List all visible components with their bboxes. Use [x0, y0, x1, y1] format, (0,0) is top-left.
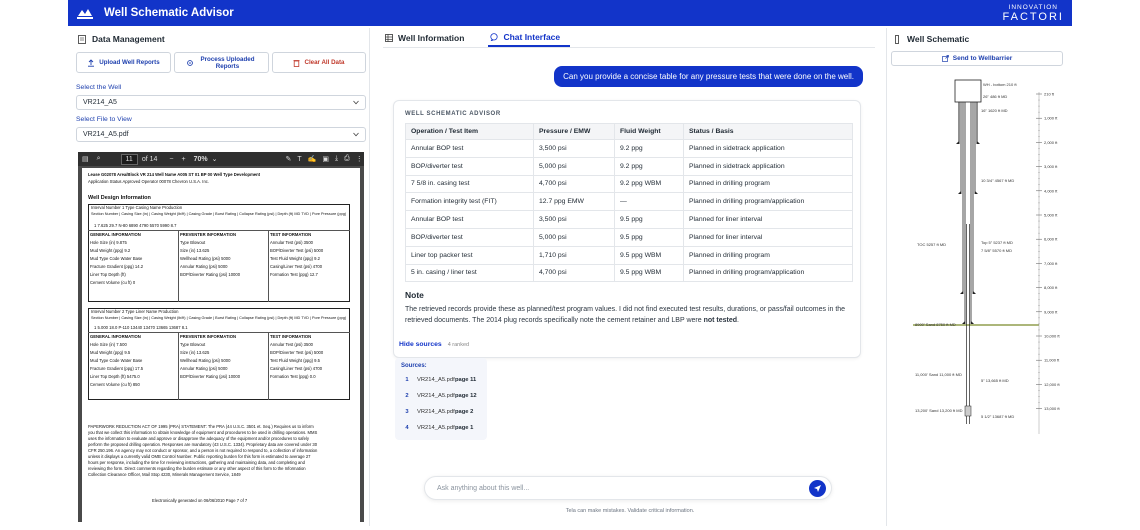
table-row — [406, 211, 853, 229]
depth-label: 8,000 ft — [1044, 285, 1058, 291]
well-select-label: Select the Well — [76, 84, 122, 91]
chat-panel — [375, 28, 885, 526]
pdf-interval-1-head: Section Number | Casing Size (in) | Casing Weight (lb/ft) | Casing Grade | Burst Rating | Collapse Rating (psi) | Depth (ft) MD TVD | Pore Pressure (ppg) — [91, 212, 347, 216]
table-cell: 9.2 ppg — [615, 157, 684, 175]
data-management-panel — [70, 28, 370, 526]
pdf-g2-0: Hole Size (in) 7.500 — [90, 342, 127, 347]
top-bar — [68, 0, 1072, 26]
casing-shoe — [960, 291, 963, 294]
table-cell: Annular BOP test — [406, 211, 534, 229]
casing-shoe — [975, 191, 978, 194]
pdf-status-line: Application Status Approved Operator 00078 Chevron U.S.A. Inc. — [88, 179, 210, 184]
panel-title-text: Well Schematic — [907, 34, 970, 44]
text-icon[interactable]: T — [297, 155, 302, 163]
table-cell: BOP/diverter test — [406, 157, 534, 175]
data-actions — [76, 52, 366, 73]
assistant-label: WELL SCHEMATIC ADVISOR — [405, 111, 501, 117]
hide-sources-label: Hide sources — [399, 341, 442, 348]
annotation: 5 1/2" 13687 ft MD — [981, 414, 1015, 419]
pdf-g1-2: Mud Type Code Water Base — [90, 256, 143, 261]
table-header-status: Status / Basis — [684, 124, 853, 140]
source-number: 4 — [405, 425, 409, 431]
file-select[interactable] — [76, 127, 366, 142]
pdf-footer: Electronically generated on 06/06/2010 Page 7 of 7 — [152, 498, 248, 503]
pdf-p1-3: Annular Rating (psi) 5000 — [180, 264, 228, 269]
pdf-t2-0: Annular Test (psi) 3500 — [270, 342, 313, 347]
pdf-g2-5: Cement Volume (cu ft) 850 — [90, 382, 140, 387]
table-cell: 9.5 ppg — [615, 228, 684, 246]
pdf-p2-3: Annular Rating (psi) 5000 — [180, 366, 228, 371]
table-cell: 5,000 psi — [534, 157, 615, 175]
source-item[interactable] — [401, 405, 483, 419]
tab-well-information[interactable] — [383, 28, 474, 47]
table-cell: Planned in sidetrack application — [684, 140, 853, 158]
source-page: page 2 — [455, 409, 474, 415]
source-number: 1 — [405, 377, 409, 383]
note-end: . — [737, 317, 739, 324]
depth-label: 11,000 ft — [1044, 357, 1060, 363]
send-icon — [813, 484, 822, 493]
pdf-g1-0: Hole Size (in) 9.875 — [90, 240, 127, 245]
pdf-lease-line: Lease G02078 Area/Block VR 214 Well Name A005 ST 01 BP 00 Well Type Development — [88, 172, 261, 177]
external-link-icon — [942, 55, 949, 62]
panel-title-text: Data Management — [92, 34, 165, 44]
note-text: The retrieved records provide these as planned/test program values. I did not find executed test results, durations, or pass/fail outcomes in the retrieved documents. The 2014 plug records specifically note the cement retainer and LBP were — [405, 306, 846, 324]
pdf-gen-info-2: GENERAL INFORMATION — [90, 334, 141, 339]
draw-icon[interactable]: ✎ — [285, 156, 292, 163]
brand-logo — [1003, 3, 1064, 23]
upload-reports-label: Upload Well Reports — [99, 59, 160, 66]
pdf-rule — [268, 230, 269, 302]
send-button[interactable] — [809, 480, 826, 497]
pdf-p1-4: BOP/Diverter Rating (psi) 10000 — [180, 272, 241, 277]
table-header-pressure: Pressure / EMW — [534, 124, 615, 140]
table-cell: 4,700 psi — [534, 175, 615, 193]
pdf-pra-line-4: CFR 250.196. An agency may not conduct or sponsor, and a person is not required to respond to, a collection of information — [88, 448, 318, 453]
table-cell: Planned in drilling program — [684, 175, 853, 193]
table-cell: 4,700 psi — [534, 264, 615, 282]
table-row — [406, 140, 853, 158]
depth-label: 10,000 ft — [1044, 333, 1060, 339]
casing-shoe — [962, 321, 965, 324]
pdf-pra-line-2: uses the information to evaluate and approve or disapprove the adequacy of the equipment and/or procedures to safely — [88, 436, 309, 441]
annotation: 13,200' Sand 13,200 ft MD — [915, 408, 963, 413]
casing-shoe — [973, 291, 976, 294]
source-page: page 1 — [455, 425, 474, 431]
pdf-page — [82, 168, 360, 522]
annotation: WH - bottom 210 ft — [983, 82, 1017, 87]
table-cell: Planned for liner interval — [684, 211, 853, 229]
pdf-interval-2: Interval Number 2 Type Liner Name Production — [91, 309, 179, 314]
pdf-g1-5: Cement Volume (cu ft) 0 — [90, 280, 136, 285]
table-cell: BOP/diverter test — [406, 228, 534, 246]
sidebar-toggle-icon[interactable]: ▤ — [82, 156, 89, 163]
table-header-row — [406, 124, 853, 140]
pdf-t1-0: Annular Test (psi) 3500 — [270, 240, 313, 245]
ranked-count: 4 ranked — [447, 341, 470, 348]
assistant-answer-card — [393, 100, 861, 358]
depth-label: 5,000 ft — [1044, 212, 1058, 218]
page-number-input[interactable]: 11 — [121, 154, 138, 165]
pdf-prev-info-1: PREVENTER INFORMATION — [180, 232, 236, 237]
pdf-interval-1-box — [88, 204, 350, 302]
annotation: 10 3/4" 4567 ft MD — [981, 178, 1015, 183]
depth-label: 12,000 ft — [1044, 381, 1060, 387]
annotation: 11,000' Sand 11,000 ft MD — [915, 372, 962, 377]
well-select-value: VR214_A5 — [83, 99, 117, 106]
table-icon — [385, 34, 393, 42]
file-select-label: Select File to View — [76, 116, 132, 123]
pdf-t2-3: Casing/Liner Test (psi) 4700 — [270, 366, 323, 371]
annotation: 8900' Sand 8750 ft MD — [915, 322, 956, 327]
well-select[interactable] — [76, 95, 366, 110]
source-item[interactable] — [401, 389, 483, 403]
table-cell: 5 in. casing / liner test — [406, 264, 534, 282]
depth-label: 9,000 ft — [1044, 309, 1058, 315]
source-page: page 11 — [455, 377, 477, 383]
pdf-p1-1: Size (in) 13.625 — [180, 248, 210, 253]
pdf-p2-0: Type Blowout — [180, 342, 206, 347]
depth-label: 2,000 ft — [1044, 139, 1058, 145]
zoom-in-icon[interactable]: + — [181, 155, 186, 163]
brand-bottom: FACTORI — [1002, 11, 1064, 23]
table-cell: — — [615, 193, 684, 211]
pdf-t2-1: BOP/Diverter Test (psi) 5000 — [270, 350, 324, 355]
depth-label: 3,000 ft — [1044, 164, 1058, 170]
pdf-pra-line-7: reviewing the form. Direct comments regarding the burden estimate or any other aspect of this form to the Information — [88, 466, 306, 471]
table-cell: 1,710 psi — [534, 246, 615, 264]
source-item[interactable] — [401, 421, 483, 435]
chevron-down-icon — [353, 100, 359, 105]
chat-input-placeholder: Ask anything about this well... — [437, 484, 530, 492]
pdf-t1-2: Test Fluid Weight (ppg) 9.2 — [270, 256, 320, 261]
table-row — [406, 175, 853, 193]
chevron-down-icon[interactable]: ⌄ — [211, 156, 218, 163]
pdf-pra-line-3: perform the proposed drilling operation. Responses are mandatory (43 U.S.C. 1334). Proprietary data are covered under 30 — [88, 442, 318, 447]
brand-top: INNOVATION — [1008, 4, 1058, 11]
source-file: VR214_A5.pdf — [417, 377, 455, 383]
pdf-p2-1: Size (in) 13.625 — [180, 350, 210, 355]
annotation: 26" 486 ft MD — [983, 94, 1008, 99]
pdf-t1-4: Formation Test (ppg) 12.7 — [270, 272, 318, 277]
pdf-rule — [88, 230, 350, 231]
search-icon[interactable]: ⌕ — [96, 155, 101, 162]
annotation: 5" 13,665 ft MD — [981, 378, 1009, 383]
table-cell: 5,000 psi — [534, 228, 615, 246]
chevron-down-icon — [353, 132, 359, 137]
pdf-pra-line-5: unless it displays a currently valid OMB Control Number. Public reporting burden for this form is estimated to average 27 — [88, 454, 311, 459]
table-header-operation: Operation / Test Item — [406, 124, 534, 140]
page-count: of 14 — [141, 155, 158, 163]
table-cell: 9.5 ppg — [615, 211, 684, 229]
chat-input[interactable] — [424, 476, 832, 500]
app-title: Well Schematic Advisor — [104, 7, 234, 19]
zoom-level[interactable]: 70% — [193, 155, 208, 163]
pdf-g2-1: Mud Weight (ppg) 9.5 — [90, 350, 131, 355]
pdf-g2-4: Liner Top Depth (ft) 5475.0 — [90, 374, 140, 379]
trash-icon — [293, 59, 300, 67]
note-title: Note — [405, 290, 424, 300]
pdf-interval-1-row: 1 7.625 29.7 N-80 6890 4790 5570 5990 8.7 — [94, 223, 177, 228]
signature-icon[interactable]: ✍ — [307, 156, 317, 163]
schematic-icon — [893, 35, 901, 44]
pdf-rule — [268, 332, 269, 400]
table-row — [406, 246, 853, 264]
pdf-pra-line-1: you that we collect this information to obtain knowledge of equipment and procedures to be used in drilling operations. MMS — [88, 430, 318, 435]
source-file: VR214_A5.pdf — [417, 393, 455, 399]
source-item[interactable] — [401, 373, 483, 387]
app-logo-icon — [76, 6, 94, 20]
pdf-rule — [178, 230, 179, 302]
print-icon[interactable]: ⎙ — [344, 155, 350, 162]
pdf-viewer[interactable] — [78, 152, 364, 522]
pdf-rule — [88, 332, 350, 333]
well-schematic-title — [893, 34, 969, 44]
annotation: 16" 1620 ft MD — [981, 108, 1008, 113]
pdf-test-info-1: TEST INFORMATION — [270, 232, 312, 237]
process-reports-button[interactable] — [174, 52, 269, 73]
data-management-title — [78, 34, 165, 44]
pdf-t1-3: Casing/Liner Test (psi) 4700 — [270, 264, 323, 269]
pdf-g1-3: Fracture Gradient (ppg) 14.2 — [90, 264, 144, 269]
table-cell: 9.2 ppg WBM — [615, 175, 684, 193]
note-body — [405, 304, 851, 326]
table-cell: 9.5 ppg WBM — [615, 264, 684, 282]
image-icon[interactable]: ▣ — [322, 156, 329, 163]
casing-shoes — [956, 141, 980, 324]
pdf-interval-2-row: 1 5.000 18.0 P-110 13440 13470 13665 13687 8.1 — [94, 325, 188, 330]
center-tabs — [383, 28, 875, 48]
table-cell: Formation integrity test (FIT) — [406, 193, 534, 211]
upload-reports-button[interactable] — [76, 52, 171, 73]
table-cell: 7 5/8 in. casing test — [406, 175, 534, 193]
tab-chat-interface[interactable] — [488, 28, 570, 47]
sources-title: Sources: — [401, 363, 427, 369]
pdf-pra-line-8: Collection Clearance Officer, Mail Stop 4230, Minerals Management Service, 1849 — [88, 472, 241, 477]
table-cell: Annular BOP test — [406, 140, 534, 158]
pdf-interval-1: Interval Number 1 Type Casing Name Production — [91, 205, 183, 210]
table-row — [406, 228, 853, 246]
chat-bubble-icon — [490, 33, 498, 41]
table-cell: 9.5 ppg WBM — [615, 246, 684, 264]
table-cell: Planned in sidetrack application — [684, 157, 853, 175]
depth-label: 13,000 ft — [1044, 406, 1060, 412]
user-message: Can you provide a concise table for any pressure tests that were done on the well. — [554, 66, 863, 87]
table-cell: 3,500 psi — [534, 211, 615, 229]
annotation: Top 5" 5237 ft MD — [981, 240, 1013, 245]
tab-well-information-label: Well Information — [398, 32, 465, 43]
table-cell: 9.2 ppg — [615, 140, 684, 158]
pdf-p1-0: Type Blowout — [180, 240, 206, 245]
hide-sources-toggle[interactable] — [399, 341, 469, 348]
note-bold-text: not tested — [703, 317, 738, 324]
source-page: page 12 — [455, 393, 477, 399]
pdf-g2-2: Mud Type Code Water Base — [90, 358, 143, 363]
table-row — [406, 264, 853, 282]
send-to-wellbarrier-button[interactable] — [891, 51, 1063, 66]
send-to-wellbarrier-label: Send to Wellbarrier — [952, 55, 1013, 62]
zoom-out-icon[interactable]: − — [169, 155, 174, 163]
table-header-fluid: Fluid Weight — [615, 124, 684, 140]
pdf-design-title: Well Design Information — [88, 195, 151, 201]
pdf-rule — [178, 332, 179, 400]
table-row — [406, 193, 853, 211]
pdf-t2-2: Test Fluid Weight (ppg) 9.5 — [270, 358, 320, 363]
pressure-test-table — [405, 123, 853, 282]
tab-chat-interface-label: Chat Interface — [503, 31, 561, 42]
pdf-p1-2: Wellhead Rating (psi) 5000 — [180, 256, 231, 261]
depth-label: 1,000 ft — [1044, 115, 1058, 121]
table-row — [406, 157, 853, 175]
source-number: 3 — [405, 409, 409, 415]
source-number: 2 — [405, 393, 409, 399]
table-cell: Liner top packer test — [406, 246, 534, 264]
plug — [965, 406, 971, 416]
table-cell: Planned in drilling program — [684, 246, 853, 264]
file-select-value: VR214_A5.pdf — [83, 131, 129, 138]
pdf-g1-4: Liner Top Depth (ft) — [90, 272, 126, 277]
depth-label: 6,000 ft — [1044, 236, 1058, 242]
table-cell: 3,500 psi — [534, 140, 615, 158]
pdf-pra-line-0: PAPERWORK REDUCTION ACT OF 1995 (PRA) STATEMENT: The PRA (44 U.S.C. 3501 et. Seq.) Requires us to inform — [88, 424, 314, 429]
pdf-pra-line-6: hours per response, including the time for reviewing instructions, gathering and maintaining data, and completing and — [88, 460, 305, 465]
pdf-toolbar — [78, 152, 364, 166]
depth-ticks — [1036, 92, 1060, 412]
pdf-p2-4: BOP/Diverter Rating (psi) 10000 — [180, 374, 241, 379]
depth-label: 4,000 ft — [1044, 188, 1058, 194]
pdf-test-info-2: TEST INFORMATION — [270, 334, 312, 339]
more-icon[interactable]: ⋮ — [355, 156, 363, 163]
casing-shoe — [971, 321, 974, 324]
pdf-t2-4: Formation Test (ppg) 0.0 — [270, 374, 316, 379]
pdf-p2-2: Wellhead Rating (psi) 5000 — [180, 358, 231, 363]
annotation: TOC 5257 ft MD — [917, 242, 947, 247]
sources-list — [395, 358, 487, 440]
pdf-prev-info-2: PREVENTER INFORMATION — [180, 334, 236, 339]
upload-icon — [87, 59, 95, 67]
clear-data-label: Clear All Data — [304, 59, 345, 66]
well-schematic-panel — [886, 28, 1070, 526]
gear-icon — [186, 59, 194, 67]
pdf-interval-2-head: Section Number | Casing Size (in) | Casing Weight (lb/ft) | Casing Grade | Burst Rating | Collapse Rating (psi) | Depth (ft) MD TVD | Pore Pressure (ppg) — [91, 316, 347, 320]
pdf-t1-1: BOP/Diverter Test (psi) 5000 — [270, 248, 324, 253]
pdf-g1-1: Mud Weight (ppg) 9.2 — [90, 248, 131, 253]
table-cell: Planned in drilling program/application — [684, 193, 853, 211]
casing-shoe — [958, 191, 961, 194]
pdf-gen-info-1: GENERAL INFORMATION — [90, 232, 141, 237]
depth-label: 7,000 ft — [1044, 260, 1058, 266]
disclaimer: Tela can make mistakes. Validate critical information. — [565, 508, 695, 514]
clear-data-button[interactable] — [272, 52, 366, 73]
pdf-g2-3: Fracture Gradient (ppg) 17.5 — [90, 366, 144, 371]
source-file: VR214_A5.pdf — [417, 425, 455, 431]
depth-label: 210 ft — [1044, 91, 1055, 97]
save-icon[interactable]: ⤓ — [334, 155, 339, 162]
document-icon — [78, 35, 86, 44]
annotation: 7 5/8" 5570 ft MD — [981, 248, 1012, 253]
well-schematic-diagram — [889, 74, 1067, 444]
table-cell: Planned in drilling program/application — [684, 264, 853, 282]
table-cell: Planned for liner interval — [684, 228, 853, 246]
process-reports-label: Process Uploaded Reports — [200, 55, 255, 70]
wellhead — [955, 80, 981, 102]
source-file: VR214_A5.pdf — [417, 409, 455, 415]
table-cell: 12.7 ppg EMW — [534, 193, 615, 211]
